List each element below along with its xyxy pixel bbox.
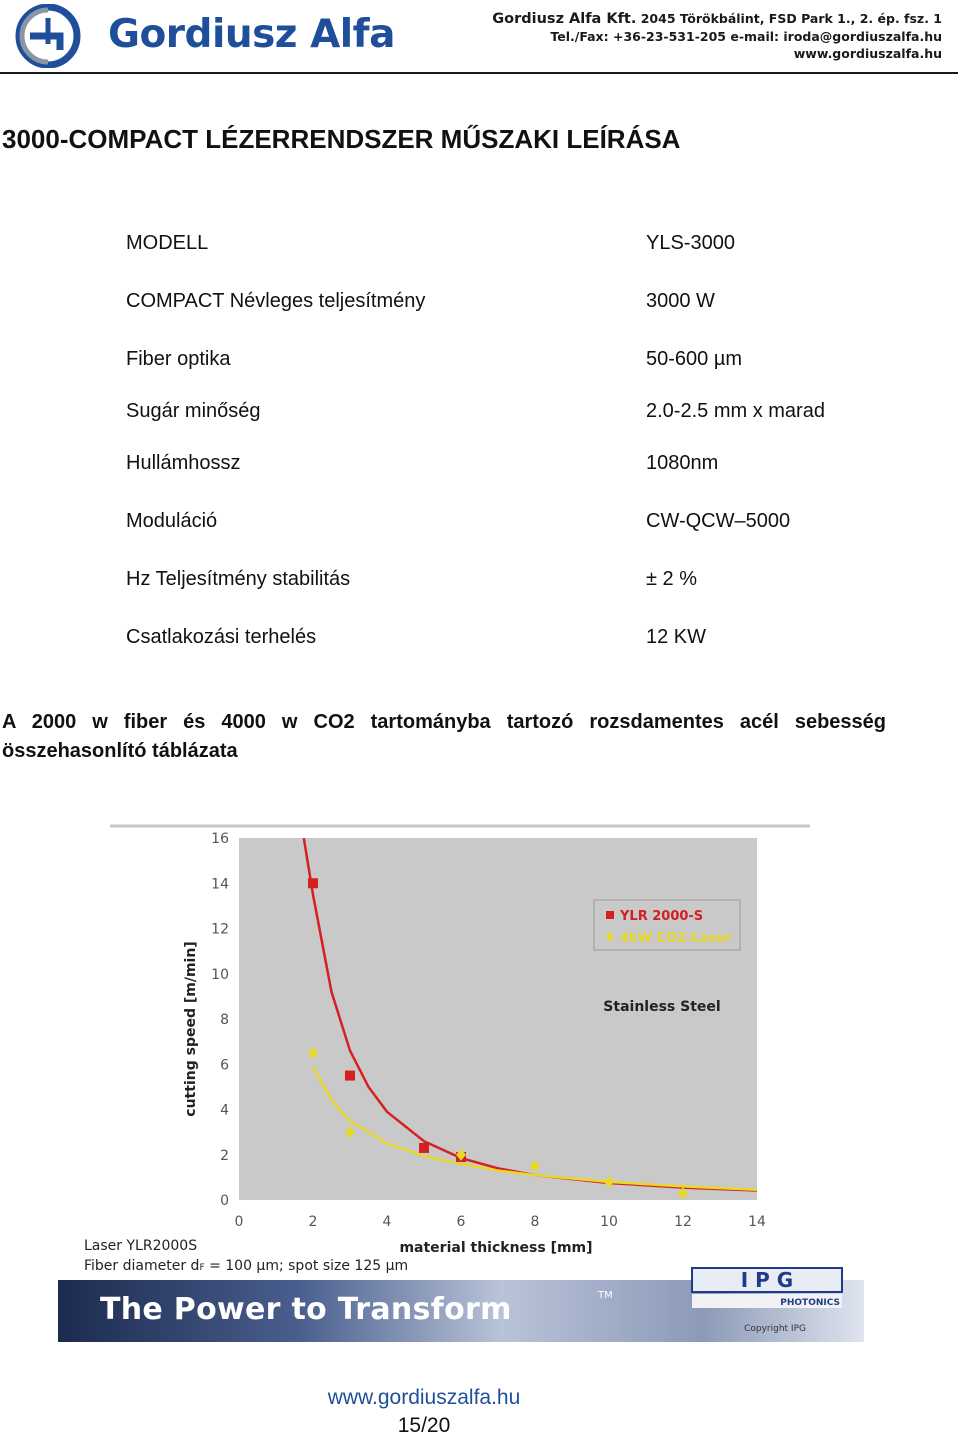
spec-row <box>0 290 960 320</box>
ipg-letters: I P G <box>740 1268 794 1292</box>
y-tick-label: 14 <box>211 876 229 893</box>
plot-area <box>239 838 757 1200</box>
x-axis-label: material thickness [mm] <box>399 1240 593 1256</box>
spec-value: YLS-3000 <box>646 232 735 254</box>
spec-row <box>0 452 960 482</box>
footer-website-link[interactable]: www.gordiuszalfa.hu <box>327 1386 521 1409</box>
spec-value: CW-QCW–5000 <box>646 510 791 532</box>
fiber-line-a: Fiber diameter d <box>84 1258 200 1274</box>
laser-note <box>84 1236 408 1278</box>
legend-marker <box>606 911 614 919</box>
spec-label: Sugár minőség <box>126 400 261 422</box>
y-tick-label: 0 <box>220 1193 229 1209</box>
ipg-photonics-logo-icon <box>690 1264 850 1314</box>
x-tick-label: 2 <box>308 1214 318 1230</box>
spec-value: 1080nm <box>646 452 719 474</box>
data-point-1 <box>419 1143 429 1153</box>
spec-label: MODELL <box>126 232 209 254</box>
company-contact: Tel./Fax: +36-23-531-205 e-mail: iroda@gordiuszalfa.hu <box>550 29 942 44</box>
header-divider <box>0 72 958 74</box>
fiber-diameter-line <box>84 1256 408 1278</box>
spec-label: Csatlakozási terhelés <box>126 626 317 648</box>
company-info <box>492 10 942 62</box>
y-tick-label: 10 <box>211 966 229 983</box>
data-point-1 <box>345 1071 355 1081</box>
chart-annotation: Stainless Steel <box>603 999 721 1015</box>
spec-label: COMPACT Névleges teljesítmény <box>126 290 426 312</box>
company-website[interactable]: www.gordiuszalfa.hu <box>793 46 942 61</box>
y-axis-label: cutting speed [m/min] <box>183 941 199 1117</box>
x-tick-label: 12 <box>674 1214 692 1230</box>
y-tick-label: 8 <box>220 1012 229 1028</box>
spec-label: Hullámhossz <box>126 452 241 474</box>
x-tick-label: 8 <box>530 1214 540 1230</box>
document-title: 3000-COMPACT LÉZERRENDSZER MŰSZAKI LEÍRÁSA <box>2 124 681 154</box>
banner-slogan: The Power to Transform <box>100 1292 512 1327</box>
page-number: 15/20 <box>397 1414 451 1437</box>
y-tick-label: 4 <box>220 1102 229 1119</box>
legend-label: 4kW CO2-Laser <box>620 931 732 946</box>
photonics-word: PHOTONICS <box>780 1298 840 1308</box>
spec-value: ± 2 % <box>646 568 697 590</box>
spec-label: Hz Teljesítmény stabilitás <box>126 568 351 590</box>
legend-label: YLR 2000-S <box>620 909 704 924</box>
fiber-subscript: F <box>199 1263 205 1273</box>
company-address: 2045 Törökbálint, FSD Park 1., 2. ép. fsz. 1 <box>640 11 942 26</box>
spec-row <box>0 232 960 262</box>
data-point-1 <box>308 878 318 888</box>
spec-row <box>0 510 960 540</box>
spec-value: 12 KW <box>646 626 707 648</box>
x-tick-label: 4 <box>382 1214 392 1230</box>
spec-label: Fiber optika <box>126 348 231 370</box>
chart-caption: A 2000 w fiber és 4000 w CO2 tartományba tartozó rozsdamentes acél sebesség összehasonlító táblázata <box>2 711 886 762</box>
logo-text: Gordiusz Alfa <box>108 12 395 57</box>
y-tick-label: 12 <box>211 921 229 938</box>
laser-model-line: Laser YLR2000S <box>84 1238 198 1254</box>
spec-row <box>0 348 960 378</box>
x-tick-label: 14 <box>748 1214 766 1230</box>
x-tick-label: 0 <box>234 1214 244 1230</box>
fiber-line-b: = 100 µm; spot size 125 µm <box>204 1258 409 1274</box>
x-tick-label: 10 <box>600 1214 618 1230</box>
x-tick-label: 6 <box>456 1214 466 1230</box>
spec-row <box>0 626 960 656</box>
spec-value: 50-600 µm <box>646 348 743 370</box>
spec-value: 3000 W <box>646 290 715 312</box>
spec-label: Moduláció <box>126 510 218 532</box>
page-header <box>0 0 960 76</box>
cutting-speed-chart <box>54 818 866 1288</box>
y-tick-label: 16 <box>211 831 229 847</box>
speed-comparison-figure <box>54 818 866 1346</box>
y-tick-label: 6 <box>220 1057 229 1074</box>
banner-copyright: Copyright IPG <box>744 1324 806 1334</box>
spec-value: 2.0-2.5 mm x marad <box>646 400 825 422</box>
y-tick-label: 2 <box>220 1147 229 1164</box>
company-name: Gordiusz Alfa Kft. <box>492 11 637 27</box>
spec-row <box>0 400 960 430</box>
spec-row <box>0 568 960 598</box>
gordiusz-logo-icon <box>8 4 92 68</box>
banner-trademark: TM <box>598 1290 613 1301</box>
